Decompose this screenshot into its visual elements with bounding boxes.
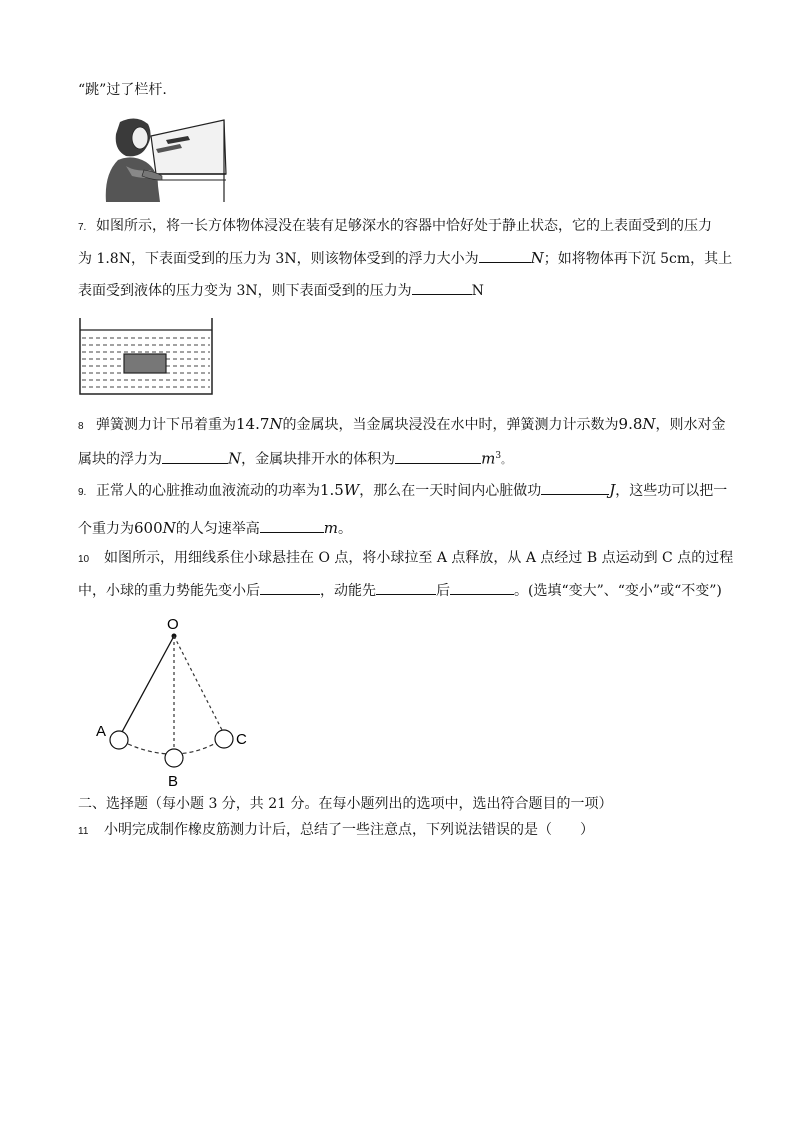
q8-end: 。 <box>501 455 512 467</box>
q9-stem-1: 正常人的心脏推动血液流动的功率为 <box>96 483 320 499</box>
q8-number: 8 <box>78 421 84 432</box>
q9-stem-4: 个重力为 <box>78 521 134 537</box>
q8-weight-unit: N <box>269 415 283 433</box>
q7-pressure-blank[interactable] <box>412 280 472 295</box>
q7-buoyancy-blank[interactable] <box>479 248 531 263</box>
ball-c <box>215 730 233 748</box>
q9-gravity-value: 600 <box>134 519 163 537</box>
q8-line2 <box>78 446 511 472</box>
q8-volume-unit: m <box>481 449 496 468</box>
q8-reading-unit: N <box>642 415 656 433</box>
label-c: C <box>236 731 247 748</box>
q8-stem-5: ，金属块排开水的体积为 <box>241 451 396 468</box>
q10-line2 <box>78 580 722 601</box>
q10-stem-5: 。(选填“变大”、“变小”或“不变”) <box>514 583 722 599</box>
q10-pendulum-figure <box>88 612 258 790</box>
ball-a <box>110 731 128 749</box>
q8-volume-exp: 3 <box>495 451 502 461</box>
q9-line1 <box>78 480 727 503</box>
q11-line1 <box>78 820 594 842</box>
q7-number: 7. <box>78 222 87 233</box>
q8-volume-blank[interactable] <box>395 449 481 464</box>
q10-stem-4: 后 <box>436 583 450 599</box>
q9-power-value: 1.5 <box>320 481 344 499</box>
q7-stem-2: 为 1.8N，下表面受到的压力为 3N，则该物体受到的浮力大小为 <box>78 251 479 267</box>
q11-number: 11 <box>78 826 89 837</box>
q8-unit-n: N <box>228 449 242 468</box>
q7-line3 <box>78 280 484 301</box>
q10-stem-2: 中，小球的重力势能先变小后 <box>78 583 260 599</box>
q9-power-unit: W <box>343 481 360 499</box>
q8-stem-2: 的金属块，当金属块浸没在水中时，弹簧测力计示数为 <box>282 417 619 433</box>
label-a: A <box>96 723 107 740</box>
q7-unit-1: N <box>530 249 544 267</box>
q8-stem-1: 弹簧测力计下吊着重为 <box>96 417 236 433</box>
q7-line1 <box>78 216 712 238</box>
q8-stem-4: 属块的浮力为 <box>78 451 162 468</box>
q7-stem-1: 如图所示，将一长方体物体浸没在装有足够深水的容器中恰好处于静止状态，它的上表面受到的压力 <box>96 218 712 234</box>
label-o: O <box>167 616 179 633</box>
q10-kinetic-blank-1[interactable] <box>376 580 436 595</box>
q7-line2 <box>78 248 732 269</box>
q9-work-blank[interactable] <box>541 480 609 495</box>
ball-b <box>165 749 183 767</box>
q9-stem-5: 的人匀速举高 <box>175 521 260 537</box>
q7-unit-2: N <box>471 283 484 299</box>
q9-stem-2: ，那么在一天时间内心脏做功 <box>359 483 542 499</box>
submerged-block <box>124 354 166 373</box>
section-2-heading: 二、选择题（每小题 3 分，共 21 分。在每小题列出的选项中，选出符合题目的一项） <box>78 796 613 812</box>
q10-stem-1: 如图所示，用细线系住小球悬挂在 O 点，将小球拉至 A 点释放，从 A 点经过 B 点运动到 C 点的过程 <box>104 550 734 566</box>
q8-line1 <box>78 414 726 437</box>
label-b: B <box>168 773 179 790</box>
q9-line2 <box>78 518 352 539</box>
q9-number: 9. <box>78 487 87 498</box>
q7-stem-4: 表面受到液体的压力变为 3N，则下表面受到的压力为 <box>78 283 412 299</box>
q8-buoyancy-blank[interactable] <box>162 449 228 464</box>
q8-reading-value: 9.8 <box>618 415 643 433</box>
q9-height-unit: m <box>323 519 338 537</box>
q9-stem-3: ，这些功可以把一 <box>615 483 728 499</box>
q9-end: 。 <box>338 521 352 537</box>
q10-stem-3: ，动能先 <box>320 583 376 599</box>
q10-potential-blank[interactable] <box>260 580 320 595</box>
q7-stem-3: ；如将物体再下沉 5cm，其上 <box>543 251 733 267</box>
q10-line1 <box>78 548 733 570</box>
string-to-c <box>174 636 222 730</box>
q8-stem-3: ，则水对金 <box>655 417 726 433</box>
girl-table-illustration <box>96 114 228 202</box>
q7-container-figure <box>78 318 214 398</box>
string-to-a <box>122 636 174 732</box>
q9-gravity-unit: N <box>162 519 176 537</box>
intro-text: “跳”过了栏杆. <box>78 82 167 98</box>
q9-work-unit: J <box>609 481 616 499</box>
q9-height-blank[interactable] <box>260 518 324 533</box>
q10-number: 10 <box>78 554 90 565</box>
q11-stem: 小明完成制作橡皮筋测力计后，总结了一些注意点，下列说法错误的是（ ） <box>104 822 594 838</box>
q8-weight-value: 14.7 <box>236 415 270 433</box>
q10-kinetic-blank-2[interactable] <box>450 580 514 595</box>
